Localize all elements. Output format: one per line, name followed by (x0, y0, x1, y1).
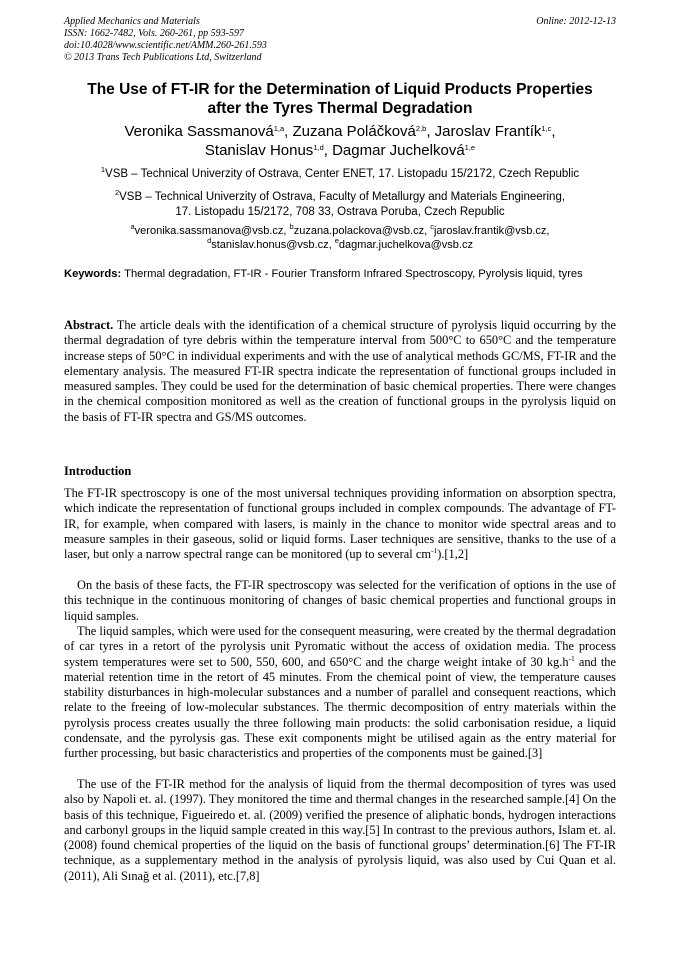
abstract (64, 318, 616, 425)
email-list (60, 224, 620, 252)
author-name: Stanislav Honus (204, 142, 314, 159)
email-link[interactable]: dagmar.juchelkova@vsb.cz (338, 239, 473, 251)
intro-paragraph-1 (64, 486, 616, 562)
title-line-2: after the Tyres Thermal Degradation (207, 100, 473, 117)
affiliation-2 (60, 190, 620, 219)
email-link[interactable]: veronika.sassmanova@vsb.cz, (134, 225, 287, 237)
affiliation-2-line-2: 17. Listopadu 15/2172, 708 33, Ostrava Poruba, Czech Republic (175, 205, 505, 218)
keywords-label: Keywords: (64, 268, 122, 280)
affiliation-text: VSB – Technical Univerzity of Ostrava, Center ENET, 17. Listopadu 15/2172, Czech Republic (105, 168, 580, 180)
author-list (60, 122, 620, 160)
running-header (64, 16, 616, 64)
email-sup: b (289, 222, 294, 231)
keywords-text: Thermal degradation, FT-IR - Fourier Transform Infrared Spectroscopy, Pyrolysis liquid, tyres (124, 268, 583, 280)
email-sup: c (430, 222, 434, 231)
email-sup: a (130, 222, 135, 231)
author-sup: 1,e (464, 143, 476, 152)
superscript: -1 (568, 653, 575, 663)
author-sup: 1,c (541, 124, 552, 133)
email-link[interactable]: jaroslav.frantik@vsb.cz, (433, 225, 550, 237)
paragraph-text: ).[1,2] (437, 547, 469, 562)
email-sup: d (207, 236, 212, 245)
paragraph-text: The liquid samples, which were used for the consequent measuring, were created by the thermal degradation of car tyres in a retort of the pyrolysis unit Pyromatic without the access of oxidation media. The process system temperatures were set to 500, 550, 600, and 650°C and the charge weight intake of 30 kg.h (64, 624, 616, 669)
intro-paragraph-2: On the basis of these facts, the FT-IR spectroscopy was selected for the verification of options in the use of this technique in the continuous monitoring of changes of basic chemical properties and functional groups in liquid samples. (64, 578, 616, 623)
copyright-line: © 2013 Trans Tech Publications Ltd, Switzerland (64, 52, 262, 63)
abstract-text: The article deals with the identification of a chemical structure of pyrolysis liquid occurring by the thermal degradation of tyre debris within the temperature interval from 500°C to 650°C and the temperature increase steps of 50°C in individual experiments and with the use of analytical methods GC/MS, FT-IR and the elementary analysis. The measured FT-IR spectra indicate the representation of functional groups included in measured samples. They could be used for the determination of basic chemical properties. There were changes in the chemical composition monitored as well as the creation of functional groups in the pyrolysis liquid on the basis of FT-IR spectra and GS/MS outcomes. (64, 318, 616, 424)
affiliation-2-line-1 (60, 190, 620, 205)
emails-line-2 (60, 238, 620, 252)
affiliation-1 (60, 167, 620, 182)
email-link[interactable]: zuzana.polackova@vsb.cz, (293, 225, 428, 237)
emails-line-1 (60, 224, 620, 238)
intro-paragraph-3 (64, 624, 616, 762)
author-name: Veronika Sassmanová (124, 123, 274, 140)
authors-line-2: Stanislav Honus$^{1,d}$, Dagmar Juchelková$^{1,e}$ (204, 142, 476, 159)
online-date: Online: 2012-12-13 (536, 16, 616, 27)
email-sup: e (334, 236, 339, 245)
affiliation-text: VSB – Technical Univerzity of Ostrava, Faculty of Metallurgy and Materials Engineering, (119, 191, 566, 203)
author-name: Jaroslav Frantík (434, 123, 542, 140)
affiliation-sup: 2 (114, 188, 120, 197)
issn-line: ISSN: 1662-7482, Vols. 260-261, pp 593-597 (64, 28, 244, 39)
intro-paragraph-4: The use of the FT-IR method for the analysis of liquid from the thermal decomposition of tyres was used also by Napoli et. al. (1997). They monitored the time and thermal changes in the researched sample.[4] On the basis of this technique, Figueiredo et. al. (2009) verified the presence of aliphatic bonds, hydrogen interactions and carbonyl groups in the liquid sample created in this way.[5] In contrast to the previous authors, Islam et. al. (2008) found chemical properties of the liquid on the basis of functional groups’ determination.[6] The FT-IR technique, as a supplementary method in the analysis of pyrolysis liquid, was also used by Cui Quan et al. (2011), Ali Sınağ et al. (2011), etc.[7,8] (64, 777, 616, 883)
section-heading-introduction: Introduction (64, 464, 132, 478)
author-name: Zuzana Poláčková (292, 123, 416, 140)
abstract-label: Abstract. (64, 318, 114, 332)
doi-line: doi:10.4028/www.scientific.net/AMM.260-261.593 (64, 40, 267, 51)
journal-name: Applied Mechanics and Materials (64, 16, 200, 27)
superscript: -1 (430, 546, 438, 556)
keywords (64, 267, 616, 282)
author-name: Dagmar Juchelková (332, 142, 465, 159)
author-sup: 2,b (415, 124, 427, 133)
authors-line-1: Veronika Sassmanová$^{1,a}$, Zuzana Poláčková$^{2,b}$, Jaroslav Frantík$^{1,c}$, (124, 123, 556, 140)
author-sup: 1,d (313, 143, 324, 152)
paragraph-text: The FT-IR spectroscopy is one of the most universal techniques providing information on absorption spectra, which indicate the representation of functional groups included in complex compounds. The advantage of FT-IR, for example, when compared with lasers, is mainly in the chance to monitor wide spectral areas and to measure samples in their gaseous, solid or liquid forms. Laser techniques are sensitive, thanks to the use of a laser, but only a narrow spectral range can be monitored (up to several cm (64, 486, 616, 562)
paragraph-text: and the material retention time in the retort of 45 minutes. From the chemical point of view, the temperature causes stability disturbances in high-molecular substances and a number of parallel and consequent reactions, which relate to the freeing of low-molecular substances. The thermic decomposition of entry materials within the pyrolysis process creates usually the three following main products: the solid carbonisation residue, a liquid condensate, and the pyrolysis gas. These exit components might be utilised again as the entry material for further processing, but basic characteristics and properties of the components must be gained.[3] (64, 654, 616, 761)
title-line-1: The Use of FT-IR for the Determination of Liquid Products Properties (87, 81, 593, 98)
paper-title (60, 80, 620, 118)
email-link[interactable]: stanislav.honus@vsb.cz, (211, 239, 332, 251)
author-sup: 1,a (273, 124, 285, 133)
affiliation-sup: 1 (100, 165, 106, 174)
